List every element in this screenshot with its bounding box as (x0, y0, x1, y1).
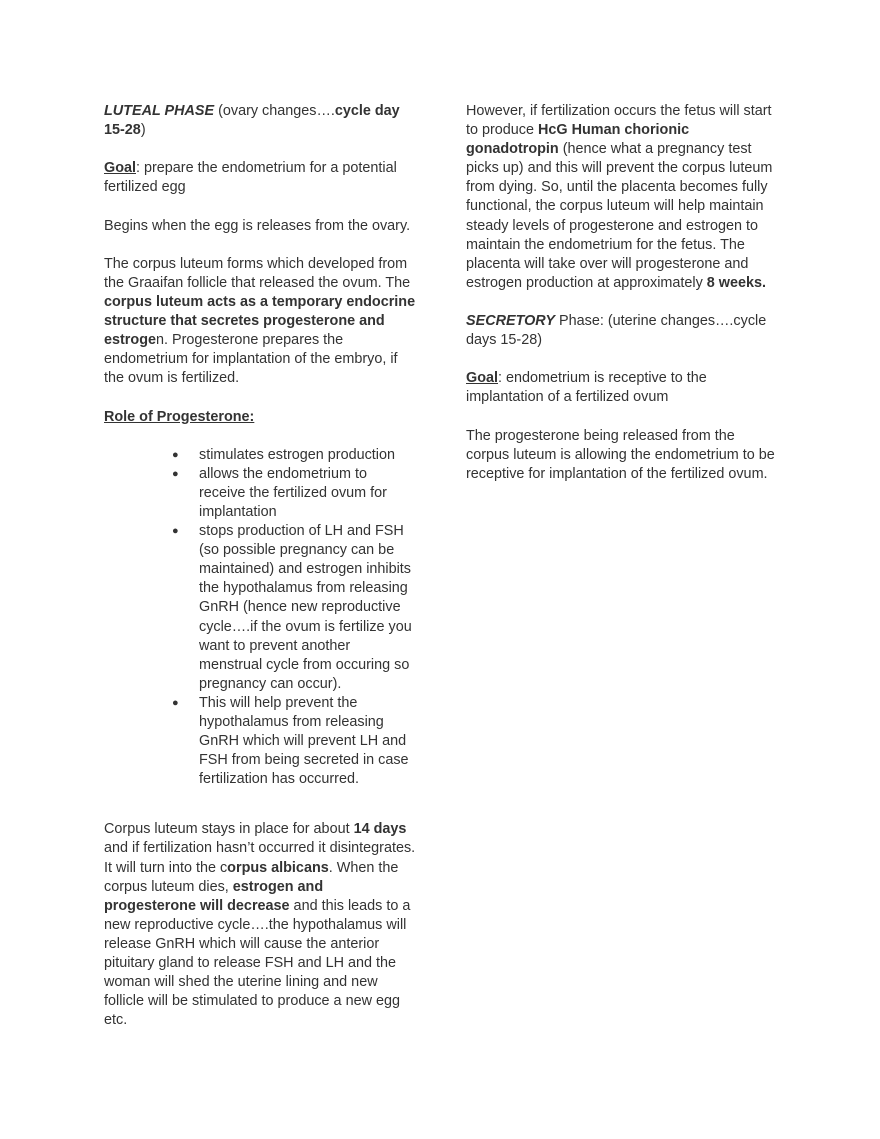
bullet-icon: ● (172, 525, 179, 538)
text-segment: Begins when the egg is releases from the ovary. (104, 217, 411, 234)
bold-text: LUTEAL PHASE (104, 103, 215, 119)
text-segment: (ovary changes…. (214, 103, 335, 119)
bullet-icon: ● (172, 696, 179, 709)
list-item (172, 465, 416, 522)
bullet-icon: ● (172, 467, 179, 480)
text-segment: However, if fertilization occurs the fetus will start to produce (466, 103, 772, 139)
text-segment: Phase: (uterine changes….cycle days 15-28) (466, 313, 767, 349)
bold-text: corpus luteum acts as a temporary endocrine structure that secretes progesterone and estroge (104, 293, 416, 349)
paragraph (466, 427, 778, 484)
paragraph (104, 102, 416, 140)
bold-text: HcG Human chorionic gonadotropin (466, 122, 690, 158)
bullet-list (104, 446, 416, 790)
paragraph (104, 217, 416, 236)
text-segment: Corpus luteum stays in place for about (104, 821, 354, 838)
bullet-icon: ● (172, 448, 179, 461)
heading-text: Goal (104, 160, 136, 177)
text-segment: : endometrium is receptive to the implantation of a fertilized ovum (466, 370, 707, 406)
text-segment: : prepare the endometrium for a potential fertilized egg (104, 160, 397, 196)
text-segment: ) (140, 122, 146, 139)
bold-text: 14 days (353, 821, 407, 838)
text-segment: . When the corpus luteum dies, (104, 859, 399, 895)
bold-text: SECRETORY (466, 313, 556, 330)
list-item (172, 522, 416, 694)
paragraph (104, 159, 416, 197)
paragraph (104, 820, 416, 1030)
bold-text: 8 weeks. (706, 274, 767, 291)
bold-text: orpus albicans (227, 859, 329, 876)
list-item-text: This will help prevent the hypothalamus from releasing GnRH which will prevent LH and FSH from being secreted in case fertilization has occurred. (199, 694, 409, 788)
text-segment: The progesterone being released from the corpus luteum is allowing the endometrium to be receptive for implantation of the fertilized ovum. (466, 427, 775, 482)
paragraph (466, 312, 778, 350)
list-item (172, 694, 416, 789)
bold-text: estrogen and progesterone will decrease (104, 878, 324, 914)
bold-text: cycle day 15-28 (104, 103, 400, 139)
text-segment: and if fertilization hasn’t occurred it disintegrates. It will turn into the c (104, 840, 416, 876)
heading-text: Role of Progesterone: (104, 408, 255, 425)
list-item-text: stops production of LH and FSH (so possible pregnancy can be maintained) and estrogen inhibits the hypothalamus from releasing GnRH (hence new reproductive cycle….if the ovum is fertilize you want to prevent another menstrual cycle from occuring so pregnancy can occur). (199, 523, 412, 692)
left-column (104, 102, 416, 1050)
text-segment: (hence what a pregnancy test picks up) and this will prevent the corpus luteum from dying. So, until the placenta becomes fully functional, the corpus luteum will help maintain steady levels of progesterone and estrogen to maintain the endometrium for the fetus. The placenta will take over will progesterone and estrogen production at approximately (466, 141, 773, 291)
heading-text: Goal (466, 370, 498, 387)
list-item-text: allows the endometrium to receive the fertilized ovum for implantation (199, 465, 387, 520)
right-column (466, 102, 778, 503)
text-segment: n. Progesterone prepares the endometrium for implantation of the embryo, if the ovum is fertilized. (104, 332, 398, 387)
paragraph (466, 369, 778, 407)
list-item-text: stimulates estrogen production (199, 446, 395, 463)
text-segment: The corpus luteum forms which developed from the Graaifan follicle that released the ovum. The (104, 255, 411, 291)
text-segment: and this leads to a new reproductive cycle….the hypothalamus will release GnRH which will cause the anterior pituitary gland to release FSH and LH and the woman will shed the uterine lining and new follicle will be stimulated to produce a new egg etc. (104, 897, 411, 1029)
paragraph (104, 408, 416, 427)
paragraph (104, 255, 416, 389)
paragraph (466, 102, 778, 293)
list-item (172, 446, 416, 465)
